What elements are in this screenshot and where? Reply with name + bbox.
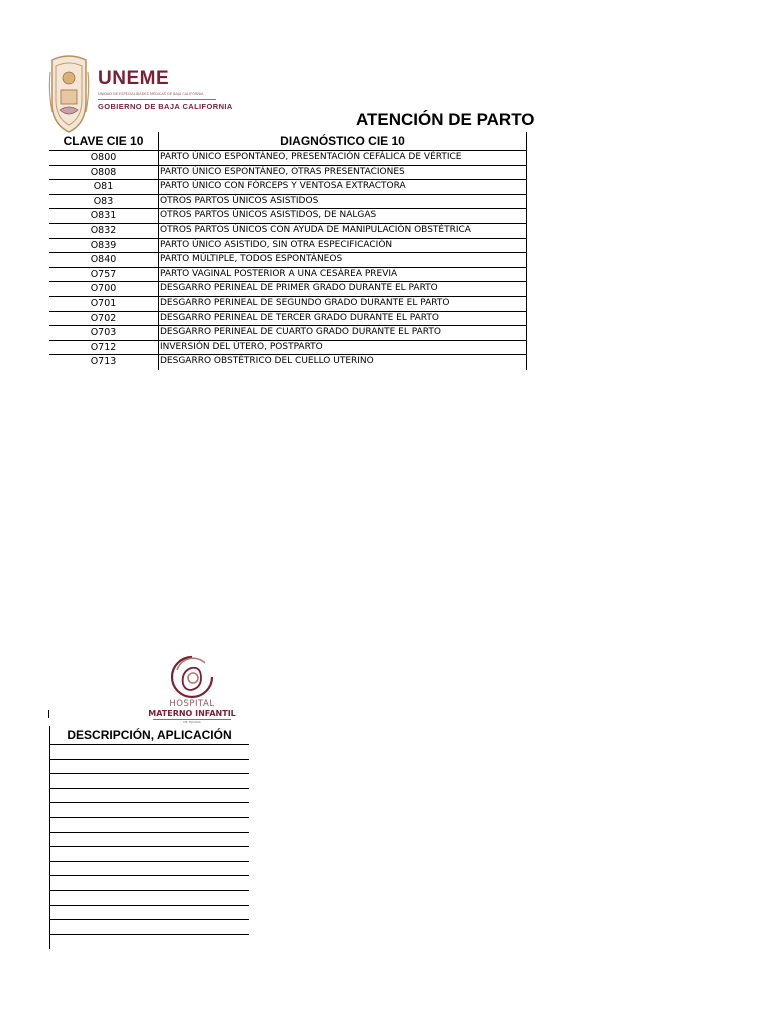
table-row (50, 833, 249, 848)
baja-california-seal-icon (48, 52, 90, 134)
cie-code: O701 (90, 297, 117, 309)
table-row (50, 906, 249, 921)
diagnosis-table-header (49, 132, 527, 151)
cie-diagnosis: OTROS PARTOS ÚNICOS CON AYUDA DE MANIPULACIÓN OBSTÉTRICA (158, 224, 527, 238)
table-row (49, 180, 527, 195)
cie-diagnosis: DESGARRO PERINEAL DE PRIMER GRADO DURANTE EL PARTO (158, 282, 527, 296)
table-row (49, 341, 527, 356)
mother-child-icon (169, 654, 215, 700)
uneme-divider (98, 99, 216, 100)
cie-diagnosis: PARTO ÚNICO ASISTIDO, SIN OTRA ESPECIFICACIÓN (158, 239, 527, 253)
cie-diagnosis: DESGARRO PERINEAL DE TERCER GRADO DURANTE EL PARTO (158, 312, 527, 326)
cie-diagnosis: PARTO ÚNICO ESPONTÁNEO, PRESENTACIÓN CEFÁLICA DE VÉRTICE (158, 151, 527, 165)
cie-code: O831 (90, 210, 117, 222)
hospital-name: MATERNO INFANTIL (148, 709, 236, 718)
column-header-code: CLAVE CIE 10 (63, 134, 144, 148)
diagnosis-table (49, 132, 527, 370)
cie-diagnosis: OTROS PARTOS ÚNICOS ASISTIDOS, DE NALGAS (158, 209, 527, 223)
cie-code: O83 (93, 195, 114, 207)
cie-code: O808 (90, 166, 117, 178)
hospital-label: HOSPITAL (169, 699, 215, 709)
cie-diagnosis: INVERSIÓN DEL ÚTERO, POSTPARTO (158, 341, 527, 355)
table-row (49, 224, 527, 239)
table-row (50, 789, 249, 804)
cie-diagnosis: PARTO ÚNICO CON FÓRCEPS Y VENTOSA EXTRACTORA (158, 180, 527, 194)
uneme-subtitle: UNIDAD DE ESPECIALIDADES MÉDICAS DE BAJA CALIFORNIA (98, 92, 204, 96)
cie-diagnosis: DESGARRO PERINEAL DE SEGUNDO GRADO DURANTE EL PARTO (158, 297, 527, 311)
cie-diagnosis: DESGARRO PERINEAL DE CUARTO GRADO DURANTE EL PARTO (158, 326, 527, 340)
hospital-logo (148, 654, 236, 724)
table-row (50, 803, 249, 818)
cie-diagnosis: PARTO VAGINAL POSTERIOR A UNA CESÁREA PREVIA (158, 268, 527, 282)
cie-code: O757 (90, 268, 117, 280)
cie-code: O81 (93, 181, 114, 193)
table-row (49, 151, 527, 166)
cie-diagnosis: PARTO MÚLTIPLE, TODOS ESPONTÁNEOS (158, 253, 527, 267)
table-row (49, 166, 527, 181)
cie-code: O703 (90, 327, 117, 339)
hospital-city: DE TIJUANA (183, 720, 201, 724)
uneme-name: UNEME (98, 68, 170, 89)
description-table (49, 726, 249, 949)
table-row (49, 326, 527, 341)
table-row (50, 818, 249, 833)
cie-code: O712 (90, 341, 117, 353)
cell-border-mark (48, 710, 49, 718)
cie-code: O840 (90, 254, 117, 266)
table-row (50, 745, 249, 760)
cie-diagnosis: PARTO ÚNICO ESPONTÁNEO, OTRAS PRESENTACIONES (158, 166, 527, 180)
uneme-logo (98, 68, 233, 111)
table-row (49, 282, 527, 297)
cie-code: O832 (90, 224, 117, 236)
table-row (49, 195, 527, 210)
page-title: ATENCIÓN DE PARTO (356, 110, 535, 129)
table-row (49, 268, 527, 283)
table-row (50, 935, 249, 950)
table-row (49, 239, 527, 254)
description-table-header: DESCRIPCIÓN, APLICACIÓN (50, 726, 249, 745)
table-row (50, 847, 249, 862)
table-row (49, 297, 527, 312)
table-row (49, 312, 527, 327)
government-name: GOBIERNO DE BAJA CALIFORNIA (98, 102, 233, 111)
table-row (50, 760, 249, 775)
table-row (50, 876, 249, 891)
cie-diagnosis: DESGARRO OBSTÉTRICO DEL CUELLO UTERINO (158, 355, 527, 370)
table-row (50, 891, 249, 906)
table-row (50, 920, 249, 935)
table-row (50, 862, 249, 877)
table-row (49, 209, 527, 224)
cie-code: O700 (90, 283, 117, 295)
cie-code: O839 (90, 239, 117, 251)
table-row (49, 355, 527, 370)
cie-diagnosis: OTROS PARTOS ÚNICOS ASISTIDOS (158, 195, 527, 209)
table-row (50, 774, 249, 789)
cie-code: O713 (90, 356, 117, 368)
column-header-diagnosis: DIAGNÓSTICO CIE 10 (158, 132, 527, 150)
cie-code: O800 (90, 152, 117, 163)
cie-code: O702 (90, 312, 117, 324)
table-row (49, 253, 527, 268)
